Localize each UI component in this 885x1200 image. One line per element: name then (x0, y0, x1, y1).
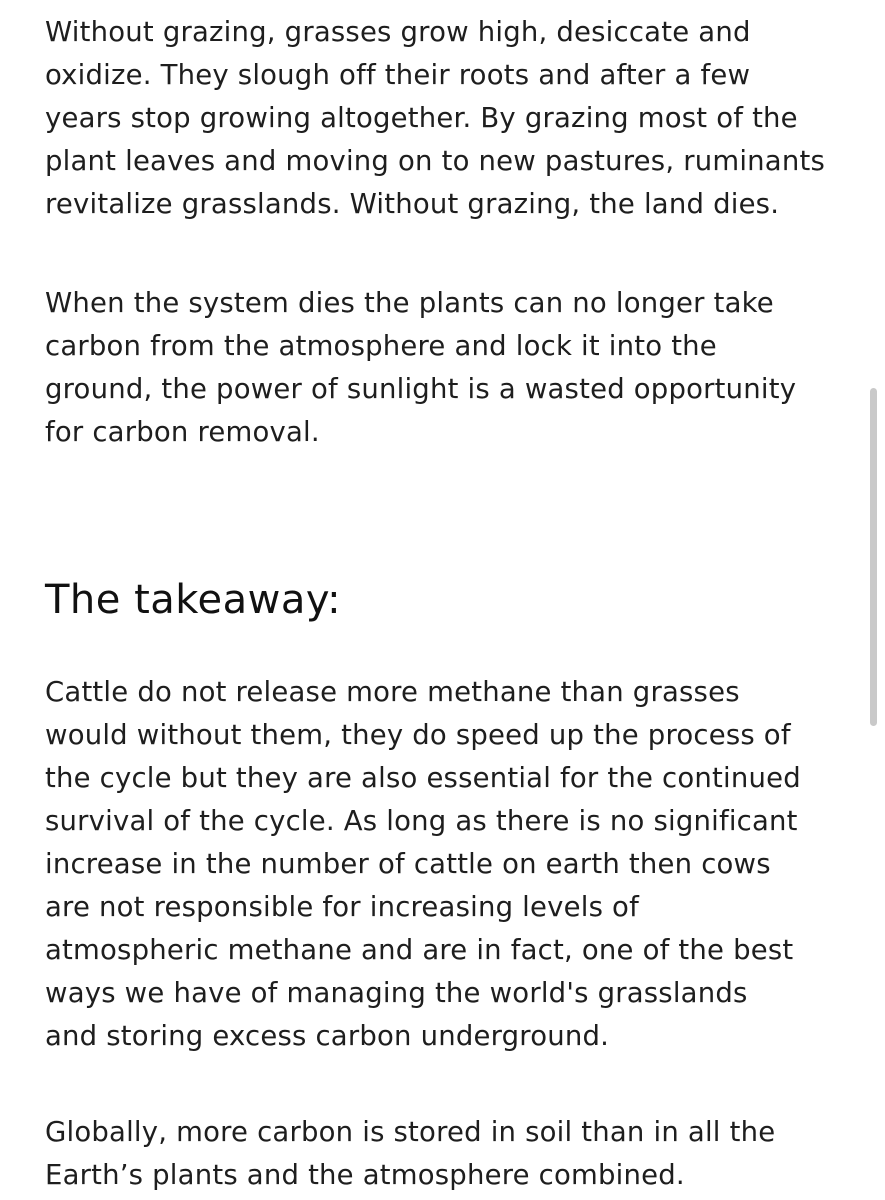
section-heading-takeaway: The takeaway: (45, 577, 342, 623)
paragraph-soil-carbon: Globally, more carbon is stored in soil than in all the Earth’s plants and the atmosphere combined. (45, 1116, 776, 1191)
paragraph-carbon-removal: When the system dies the plants can no longer take carbon from the atmosphere and lock it into the ground, the power of sunlight is a wasted opportunity for carbon removal. (45, 287, 797, 448)
paragraph-grazing: Without grazing, grasses grow high, desiccate and oxidize. They slough off their roots and after a few years stop growing altogether. By grazing most of the plant leaves and moving on to new pastures, ruminants revitalize grasslands. Without grazing, the land dies. (45, 16, 825, 220)
paragraph-takeaway: Cattle do not release more methane than grasses would without them, they do speed up the process of the cycle but they are also essential for the continued survival of the cycle. As long as there is no significant increase in the number of cattle on earth then cows are not responsible for increasing levels of atmospheric methane and are in fact, one of the best ways we have of managing the world's grasslands and storing excess carbon underground. (45, 676, 801, 1052)
vertical-scrollbar[interactable] (870, 388, 877, 726)
